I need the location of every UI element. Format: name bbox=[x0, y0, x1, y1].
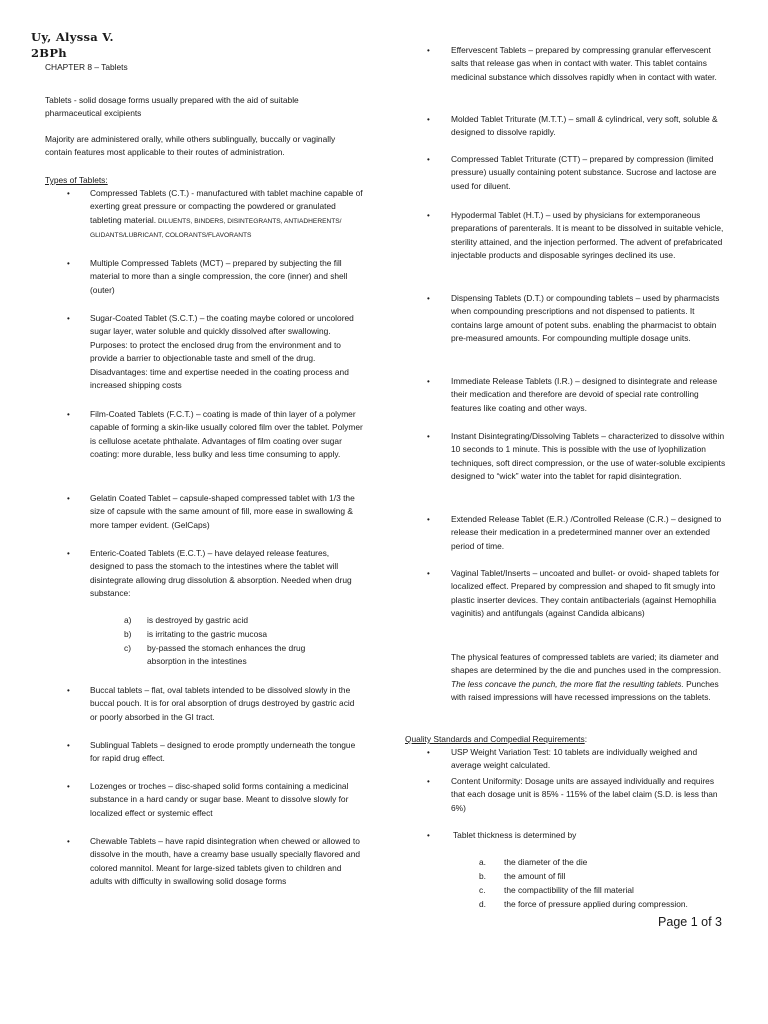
excipients-caps: DILUENTS, BINDERS, DISINTEGRANTS, ANTIADHERENTS/ GLIDANTS/LUBRICANT, COLORANTS/FLAVORANTS bbox=[90, 217, 342, 240]
quality-text: Tablet thickness is determined by bbox=[453, 830, 577, 840]
sub-label: d. bbox=[479, 899, 486, 909]
tablet-type-text: Enteric-Coated Tablets (E.C.T.) – have delayed release features, designed to pass the stomach to the intestines where the tablet will disintegrate allowing drug dissolution & absorption. Needed when drug substance: bbox=[90, 548, 352, 599]
bullet: • bbox=[67, 314, 70, 323]
tablet-type-text: Compressed Tablets (C.T.) - manufactured with tablet machine capable of exerting great pressure or compacting the powdered or granulated tableting material. bbox=[90, 188, 363, 225]
bullet: • bbox=[427, 115, 430, 124]
tablet-type-text: Effervescent Tablets – prepared by compressing granular effervescent salts that release gas when in contact with water. This tablet contains medicinal substance which dissolves rapidly when in contact with water. bbox=[451, 45, 717, 82]
left-column bbox=[45, 0, 363, 1024]
bullet: • bbox=[67, 549, 70, 558]
bullet: • bbox=[67, 189, 70, 198]
tablet-type-text: Compressed Tablet Triturate (CTT) – prepared by compression (limited pressure) usually containing potent substance. Sucrose and lactose are used for diluent. bbox=[451, 154, 717, 191]
tablet-type-text: Film-Coated Tablets (F.C.T.) – coating is made of thin layer of a polymer capable of forming a skin-like usually colored film over the tablet. Polymer is cellulose acetate phthalate. Advantages of film coating over sugar coating: more durable, less bulky and less time consuming to apply. bbox=[90, 409, 363, 460]
author-section: 2BPh bbox=[31, 46, 67, 60]
sub-label: a) bbox=[124, 615, 132, 625]
tablet-type-text: Immediate Release Tablets (I.R.) – designed to disintegrate and release their medication and therefore are devoid of special rate controlling features like coating and other ways. bbox=[451, 376, 718, 413]
sub-text: the amount of fill bbox=[504, 871, 566, 881]
bullet: • bbox=[67, 494, 70, 503]
quality-text: USP Weight Variation Test: 10 tablets are individually weighed and average weight calculated. bbox=[451, 747, 698, 771]
bullet: • bbox=[427, 46, 430, 55]
sub-text: is destroyed by gastric acid bbox=[147, 615, 249, 625]
administration-routes: Majority are administered orally, while others sublingually, buccally or vaginally contain features most applicable to their routes of administration. bbox=[45, 134, 336, 158]
tablet-type-text: Molded Tablet Triturate (M.T.T.) – small & cylindrical, very soft, soluble & designed to dissolve rapidly. bbox=[451, 114, 718, 138]
tablet-type-text: Multiple Compressed Tablets (MCT) – prepared by subjecting the fill material to more than a single compression, the core (inner) and shell (outer) bbox=[90, 258, 348, 295]
sub-text: is irritating to the gastric mucosa bbox=[147, 629, 268, 639]
bullet: • bbox=[427, 377, 430, 386]
quality-heading: Quality Standards and Compedial Requirements: bbox=[405, 734, 588, 744]
sub-label: b) bbox=[124, 629, 132, 639]
tablet-type-text: Vaginal Tablet/Inserts – uncoated and bullet- or ovoid- shaped tablets for localized effect. Prepared by compression and shaped to fit smugly into plastic inserter devices. They contain antibacterials (against Hemophilia vaginitis) and antifungals (against Candida albicans) bbox=[451, 568, 720, 619]
bullet: • bbox=[67, 259, 70, 268]
tablet-definition: Tablets - solid dosage forms usually prepared with the aid of suitable pharmaceutical excipients bbox=[45, 95, 299, 119]
sub-text: the diameter of the die bbox=[504, 857, 588, 867]
bullet: • bbox=[427, 748, 430, 757]
sub-text: the compactibility of the fill material bbox=[504, 885, 634, 895]
bullet: • bbox=[67, 782, 70, 791]
bullet: • bbox=[427, 211, 430, 220]
bullet: • bbox=[427, 155, 430, 164]
bullet: • bbox=[67, 686, 70, 695]
sub-label: a. bbox=[479, 857, 486, 867]
bullet: • bbox=[427, 432, 430, 441]
author-name: Uy, Alyssa V. bbox=[31, 30, 114, 44]
sub-text: the force of pressure applied during compression. bbox=[504, 899, 688, 909]
page-number: Page 1 of 3 bbox=[658, 915, 722, 929]
bullet: • bbox=[427, 515, 430, 524]
physical-features-paragraph: The physical features of compressed tablets are varied; its diameter and shapes are determined by the die and punches used in the compression. The less concave the punch, the more flat the resulting tablets. Punches with raised impressions will have recessed impressions on the tablets. bbox=[451, 652, 722, 703]
tablet-type-text: Sugar-Coated Tablet (S.C.T.) – the coating maybe colored or uncolored sugar layer, water soluble and quickly dissolved after swallowing. Purposes: to protect the enclosed drug from the environment and to provide a barrier to objectionable taste and smell of the drug. Disadvantages: time and expertise needed in the coating process and increased shipping costs bbox=[90, 313, 354, 391]
tablet-type-text: Gelatin Coated Tablet – capsule-shaped compressed tablet with 1/3 the size of capsule with the same amount of fill, more ease in swallowing & more tamper evident. (GelCaps) bbox=[90, 493, 355, 530]
tablet-type-text: Buccal tablets – flat, oval tablets intended to be dissolved slowly in the buccal pouch. It is for oral absorption of drugs destroyed by gastric acid or poorly absorbed in the GI tract. bbox=[90, 685, 355, 722]
bullet: • bbox=[67, 410, 70, 419]
quality-text: Content Uniformity: Dosage units are assayed individually and requires that each dosage unit is 85% - 115% of the label claim (S.D. is less than 6%) bbox=[451, 776, 718, 813]
tablet-type-text: Chewable Tablets – have rapid disintegration when chewed or allowed to dissolve in the mouth, have a creamy base usually specially flavored and colored mannitol. Meant for large-sized tablets given to children and adults with difficulty in swallowing solid dosage forms bbox=[90, 836, 361, 887]
bullet: • bbox=[427, 777, 430, 786]
bullet: • bbox=[427, 569, 430, 578]
bullet: • bbox=[427, 831, 430, 840]
tablet-type-text: Lozenges or troches – disc-shaped solid forms containing a medicinal substance in a hard candy or sugar base. Meant to dissolve slowly for localized effect or systemic effect bbox=[90, 781, 349, 818]
sub-label: c) bbox=[124, 643, 131, 653]
sub-label: c. bbox=[479, 885, 486, 895]
tablet-type-text: Dispensing Tablets (D.T.) or compounding tablets – used by pharmacists when compounding prescriptions and not dispensed to patients. It contains large amount of potent subs. enabling the pharmacist to obtain pre-measured amounts. For compounding multiple dosage units. bbox=[451, 293, 720, 344]
sub-label: b. bbox=[479, 871, 486, 881]
tablet-type-text: Sublingual Tablets – designed to erode promptly underneath the tongue for rapid drug effect. bbox=[90, 740, 356, 764]
chapter-title: CHAPTER 8 – Tablets bbox=[45, 62, 128, 72]
tablet-type-text: Hypodermal Tablet (H.T.) – used by physicians for extemporaneous preparations of parenterals. It is meant to be dissolved in suitable vehicle, sterility attained, and the injection performed. The advent of prefabricated injectable products and disposable syringes declined its use. bbox=[451, 210, 724, 261]
right-column bbox=[405, 0, 725, 1024]
bullet: • bbox=[427, 294, 430, 303]
italic-note: The less concave the punch, the more flat the resulting tablets. bbox=[451, 678, 684, 689]
types-heading: Types of Tablets: bbox=[45, 175, 108, 185]
sub-text: by-passed the stomach enhances the drug absorption in the intestines bbox=[147, 643, 306, 667]
bullet: • bbox=[67, 837, 70, 846]
bullet: • bbox=[67, 741, 70, 750]
tablet-type-text: Extended Release Tablet (E.R.) /Controlled Release (C.R.) – designed to release their medication in a predetermined manner over an extended period of time. bbox=[451, 514, 722, 551]
tablet-type-text: Instant Disintegrating/Dissolving Tablets – characterized to dissolve within 10 seconds to 1 minute. This is possible with the use of lyophilization techniques, soft direct compression, or the use of water-soluble excipients designed to “wick” water into the tablet for rapid disintegration. bbox=[451, 431, 726, 482]
